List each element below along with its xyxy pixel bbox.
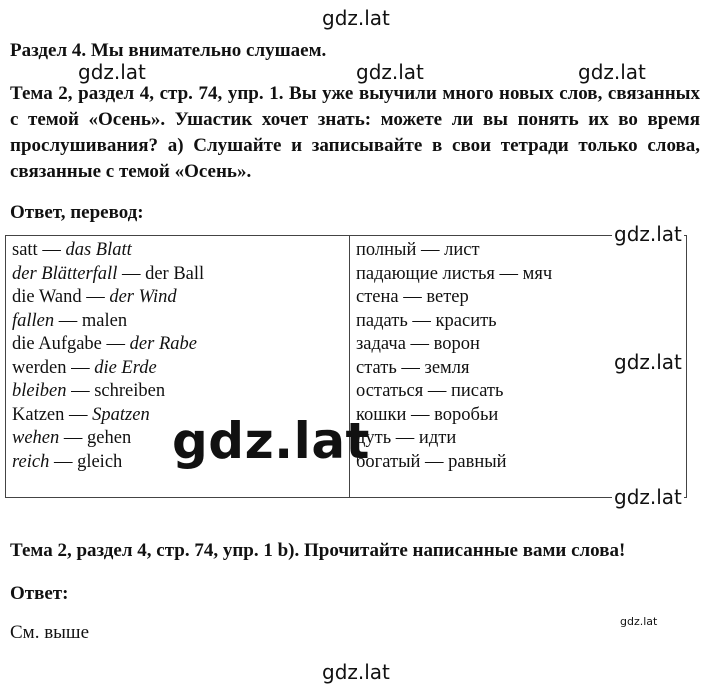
german-word-a: die Wand (12, 287, 82, 307)
watermark-table-top: gdz.lat (614, 222, 682, 246)
german-word-a: reich (12, 451, 50, 472)
german-word-b: gehen (87, 428, 132, 448)
dash-separator: — (49, 451, 78, 472)
watermark-line1-left: gdz.lat (78, 60, 146, 84)
german-word-a: die Aufgabe (12, 334, 102, 354)
answer2-text: См. выше (10, 622, 89, 643)
german-word-a: bleiben (12, 381, 67, 401)
german-row (12, 333, 204, 357)
dash-separator: — (101, 334, 130, 354)
russian-row: падающие листья — мяч (356, 263, 553, 284)
german-word-b: malen (81, 310, 128, 331)
german-word-b: schreiben (94, 381, 166, 401)
dash-separator: — (37, 240, 66, 260)
german-word-a: werden (12, 357, 67, 378)
russian-row: стать — земля (356, 357, 470, 378)
answer-label: Ответ, перевод: (10, 202, 144, 223)
german-row (12, 310, 204, 334)
russian-row: стена — ветер (356, 287, 469, 307)
section-title: Раздел 4. Мы внимательно слушаем. (10, 40, 327, 61)
task1-text: Тема 2, раздел 4, стр. 74, упр. 1. Вы уже выучили много новых слов, связанных с темой «Осень». Ушастик хочет знать: можете ли вы понять их во время прослушивания? а) Слушайте и записывайте в свои тетради только слова, связанные с темой «Осень». (10, 83, 700, 182)
watermark-big: gdz.lat (172, 412, 370, 470)
russian-row: остаться — писать (356, 381, 504, 401)
german-word-b: gleich (77, 451, 123, 472)
german-row (12, 380, 204, 404)
german-word-a: wehen (12, 428, 60, 448)
german-word-b: das Blatt (65, 240, 132, 260)
dash-separator: — (54, 310, 82, 331)
dash-separator: — (64, 404, 93, 425)
answer2-label: Ответ: (10, 583, 69, 604)
german-word-a: satt (12, 240, 38, 260)
watermark-table-bottom: gdz.lat (614, 485, 682, 509)
german-row (12, 286, 204, 310)
dash-separator: — (117, 263, 146, 284)
russian-row: дуть — идти (356, 428, 457, 448)
german-word-a: der Blätterfall (12, 263, 118, 284)
watermark-top: gdz.lat (322, 6, 390, 30)
watermark-table-mid: gdz.lat (614, 350, 682, 374)
russian-row: падать — красить (356, 310, 497, 331)
russian-row: богатый — равный (356, 451, 507, 472)
dash-separator: — (81, 287, 110, 307)
german-row (12, 357, 204, 381)
dash-separator: — (66, 381, 95, 401)
watermark-line1-right: gdz.lat (578, 60, 646, 84)
german-word-a: fallen (12, 310, 55, 331)
russian-column (356, 239, 552, 474)
german-word-b: Spatzen (92, 404, 150, 425)
german-word-b: der Rabe (129, 334, 197, 354)
dash-separator: — (66, 357, 95, 378)
russian-row: кошки — воробьи (356, 404, 499, 425)
dash-separator: — (59, 428, 88, 448)
german-row (12, 263, 204, 287)
watermark-line1-mid: gdz.lat (356, 60, 424, 84)
german-word-b: der Ball (145, 263, 205, 284)
watermark-small: gdz.lat (620, 615, 658, 628)
german-row (12, 239, 204, 263)
german-word-a: Katzen (12, 404, 65, 425)
russian-row: задача — ворон (356, 334, 480, 354)
russian-row: полный — лист (356, 240, 480, 260)
german-word-b: der Wind (109, 287, 177, 307)
german-word-b: die Erde (94, 357, 157, 378)
watermark-bottom: gdz.lat (322, 660, 390, 684)
task2-text: Тема 2, раздел 4, стр. 74, упр. 1 b). Прочитайте написанные вами слова! (10, 540, 626, 561)
